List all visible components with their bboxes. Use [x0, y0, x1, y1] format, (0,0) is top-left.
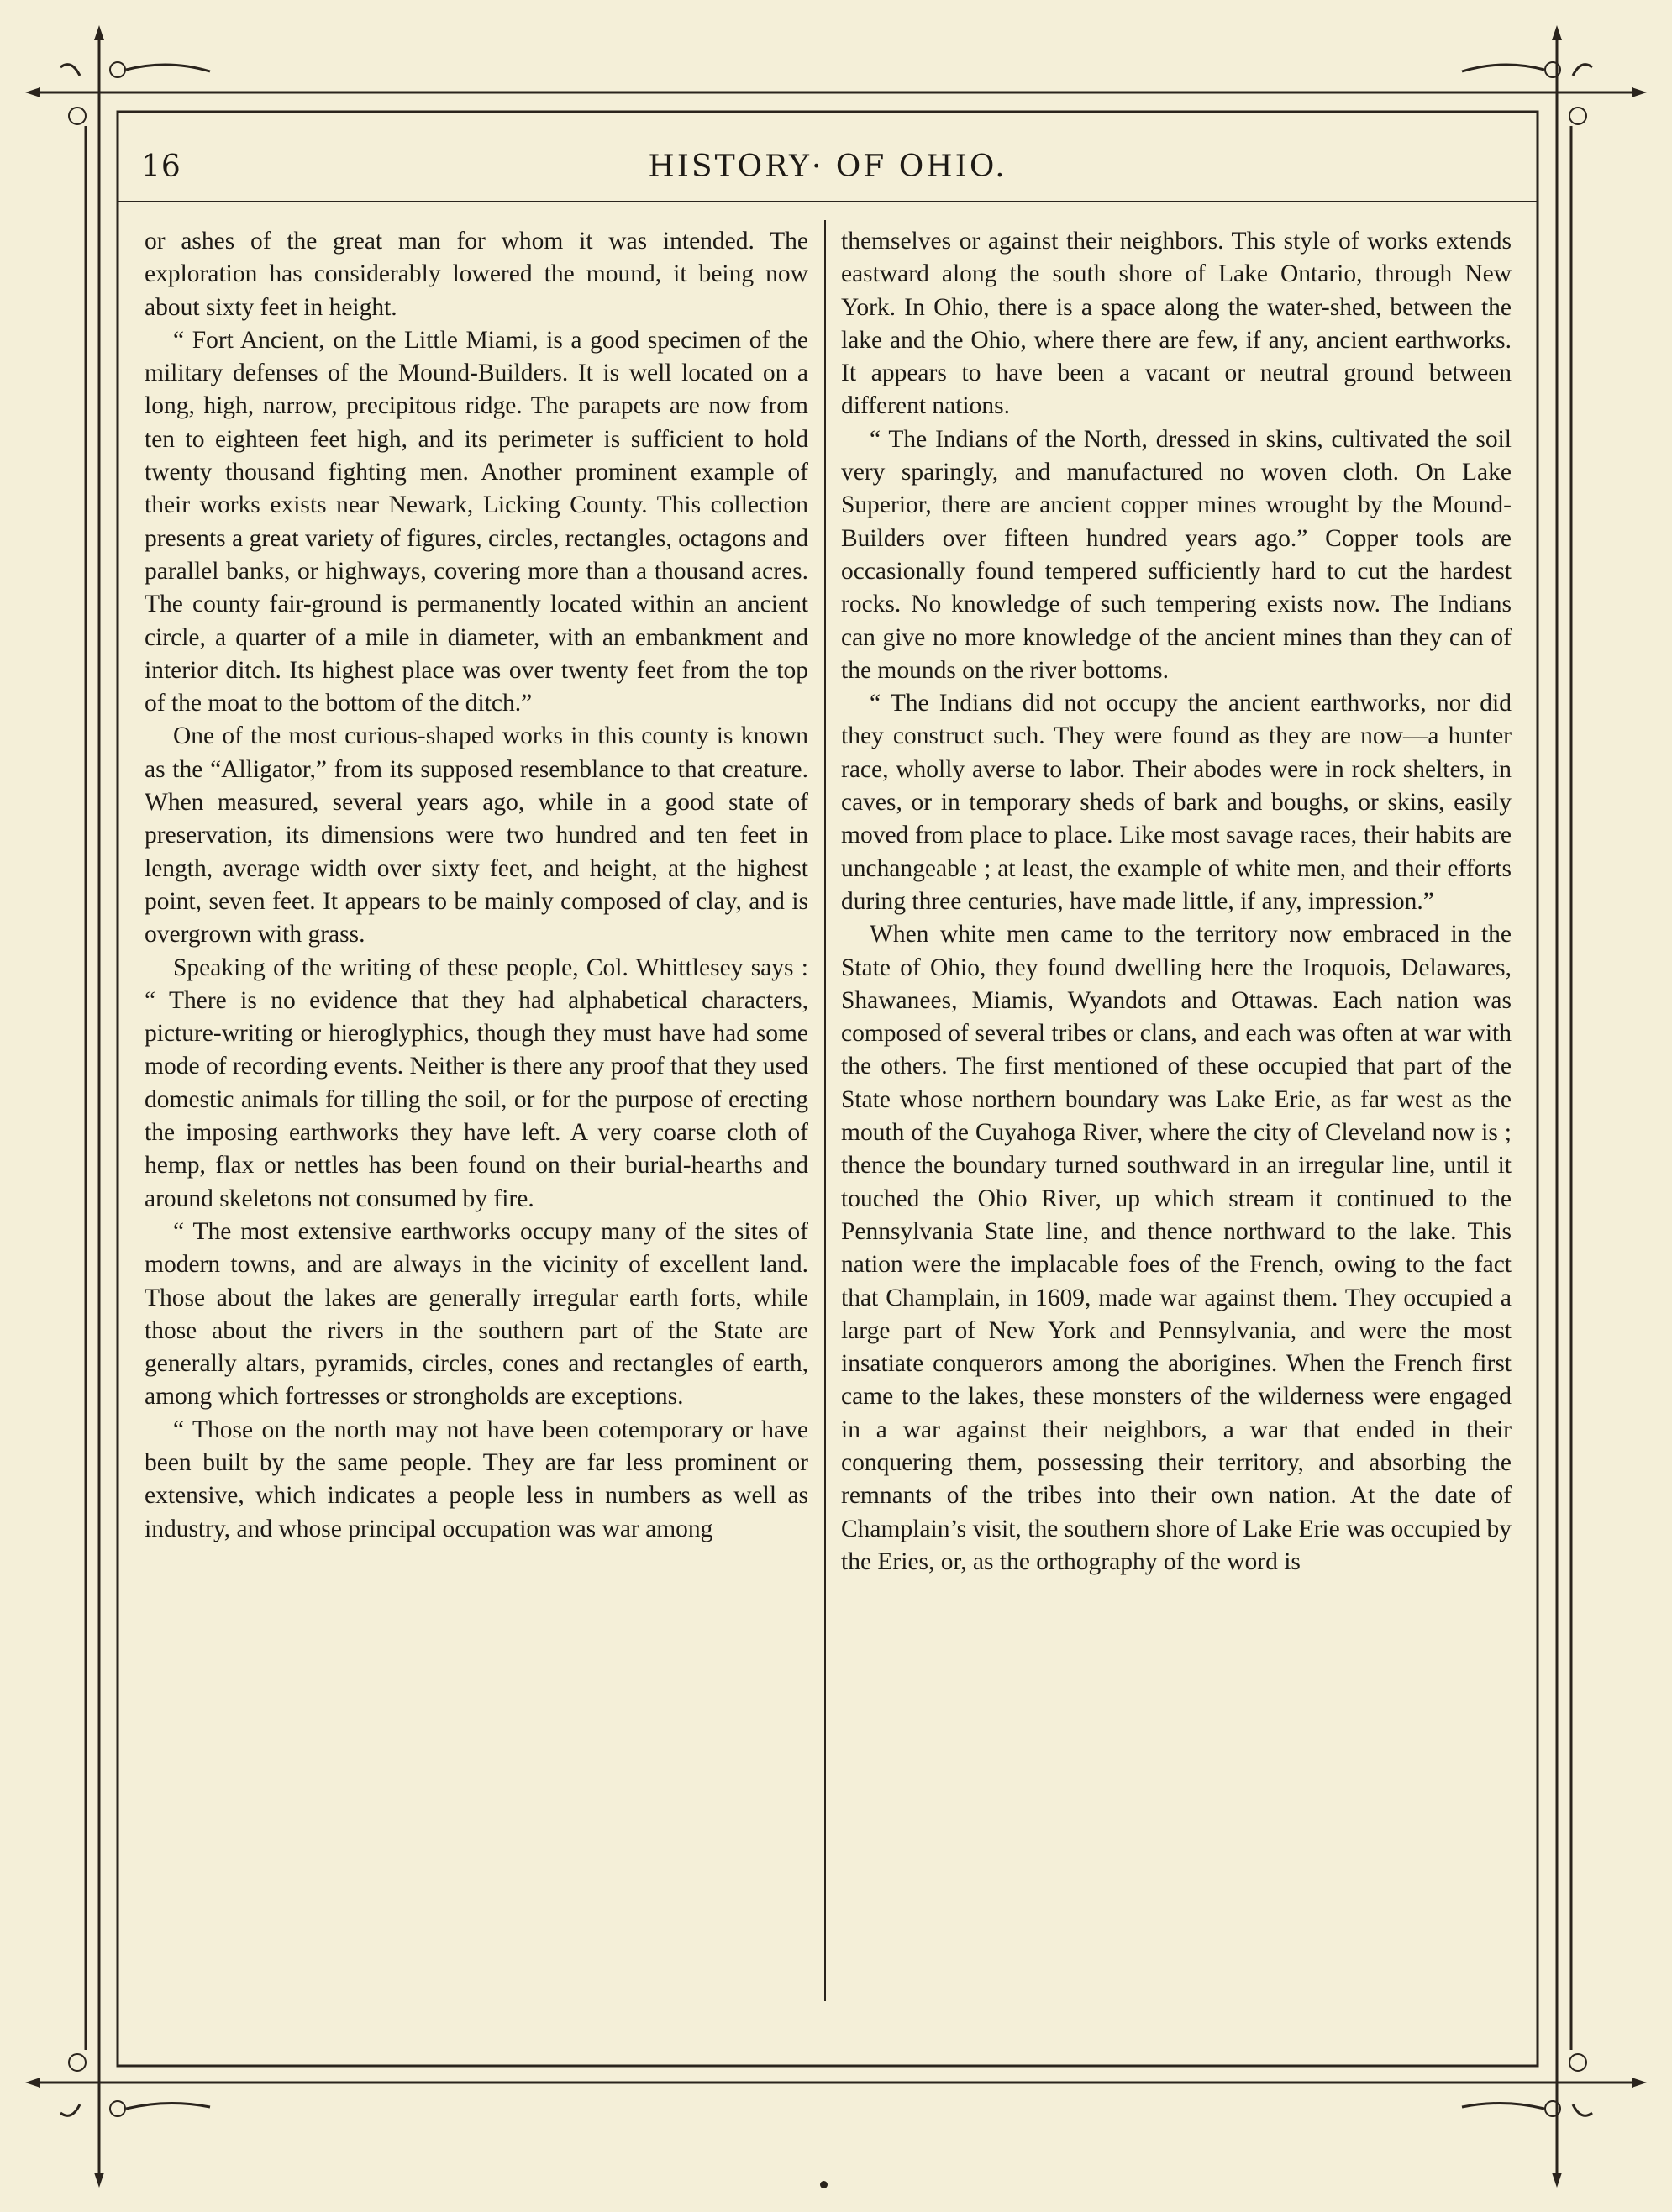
page-number: 16 [141, 150, 181, 184]
arrow-top-left-left [25, 87, 40, 97]
page-header [118, 143, 1538, 202]
column-divider [824, 220, 826, 2001]
flourish-top-left [126, 65, 210, 71]
arrow-top-left-up [94, 25, 104, 40]
curl-bottom-right-2 [1569, 2054, 1586, 2071]
corner-scroll-tr [1573, 65, 1592, 76]
paragraph: “ Those on the north may not have been cotemporary or have been built by the same people. They are far less prominent or extensive, which indicates a people less in numbers as well as industry, and whose principal occupation was war among [145, 1416, 808, 1542]
curl-bottom-left-2 [110, 2101, 125, 2116]
paragraph: “ The Indians of the North, dressed in skins, cultivated the soil very sparingly, and manufactured no woven cloth. On Lake Superior, there are ancient copper mines wrought by the Mound-Builders over fifteen hundred years ago.” Copper tools are occasionally found tempered sufficiently hard to cut the hardest rocks. No knowledge of such tempering exists now. The Indians can give no more knowledge of the ancient mines than they can of the mounds on the river bottoms. [841, 425, 1512, 684]
arrow-top-right-up [1552, 25, 1562, 40]
curl-top-left-2 [110, 62, 125, 77]
flourish-bottom-left [126, 2103, 210, 2109]
right-column [841, 225, 1512, 1998]
curl-top-right-2 [1569, 108, 1586, 124]
running-title: HISTORY· OF OHIO. [648, 150, 1007, 184]
paragraph: “ The most extensive earthworks occupy many of the sites of modern towns, and are always in the vicinity of excellent land. Those about the lakes are generally irregular earth forts, while those about the rivers in the southern part of the State are generally altars, pyramids, circles, cones and rectangles of earth, among which fortresses or strongholds are exceptions. [145, 1217, 808, 1411]
corner-scroll-tl [60, 65, 80, 76]
arrow-bottom-right-down [1552, 2173, 1562, 2188]
paragraph: When white men came to the territory now embraced in the State of Ohio, they found dwelling here the Iroquois, Delawares, Shawanees, Miamis, Wyandots and Ottawas. Each nation was composed of several tribes or clans, and each was often at war with the others. The first mentioned of these occupied that part of the State whose northern boundary was Lake Erie, as far west as the mouth of the Cuyahoga River, where the city of Cleveland now is ; thence the boundary turned southward in an irregular line, until it touched the Ohio River, up which stream it continued to the Pennsylvania State line, and thence northward to the lake. This nation were the implacable foes of the French, owing to the fact that Champlain, in 1609, made war against them. They occupied a large part of New York and Pennsylvania, and were the most insatiate conquerors among the aborigines. When the French first came to the lakes, these monsters of the wilderness were engaged in a war against their neighbors, a war that ended in their conquering them, possessing their territory, and absorbing the remnants of the tribes into their own nation. At the date of Champlain’s visit, the southern shore of Lake Erie was occupied by the Eries, or, as the orthography of the word is [841, 921, 1512, 1575]
paragraph: “ The Indians did not occupy the ancient earthworks, nor did they construct such. They were found as they are now—a hunter race, wholly averse to labor. Their abodes were in rock shelters, in caves, or in temporary sheds of bark and boughs, or skins, easily moved from place to place. Like most savage races, their habits are unchangeable ; at least, the example of white men, and their efforts during three centuries, have made little, if any, impression.” [841, 690, 1512, 915]
arrow-bottom-right-right [1632, 2078, 1647, 2088]
arrow-bottom-left-left [25, 2078, 40, 2088]
paragraph: “ Fort Ancient, on the Little Miami, is a good specimen of the military defenses of the Mound-Builders. It is well located on a long, high, narrow, precipitous ridge. The parapets are now from ten to eighteen feet high, and its perimeter is sufficient to hold twenty thousand fighting men. Another prominent example of their works exists near Newark, Licking County. This collection presents a great variety of figures, circles, rectangles, octagons and parallel banks, or highways, covering more than a thousand acres. The county fair-ground is permanently located within an ancient circle, a quarter of a mile in diameter, with an embankment and interior ditch. Its highest place was over twenty feet from the top of the moat to the bottom of the ditch.” [145, 326, 808, 717]
arrow-top-right-right [1632, 87, 1647, 97]
flourish-bottom-right [1462, 2103, 1544, 2109]
corner-scroll-bl [60, 2104, 80, 2115]
curl-bottom-left [69, 2054, 86, 2071]
curl-top-left [69, 108, 86, 124]
left-column [145, 225, 808, 1998]
paragraph: One of the most curious-shaped works in this county is known as the “Alligator,” from its supposed resemblance to that creature. When measured, several years ago, while in a good state of preservation, its dimensions were two hundred and ten feet in length, average width over sixty feet, and height, at the highest point, seven feet. It appears to be mainly composed of clay, and is overgrown with grass. [145, 722, 808, 948]
corner-scroll-br [1573, 2104, 1592, 2115]
paragraph: themselves or against their neighbors. This style of works extends eastward along the south shore of Lake Ontario, through New York. In Ohio, there is a space along the water-shed, between the lake and the Ohio, where there are few, if any, ancient earthworks. It appears to have been a vacant or neutral ground between different nations. [841, 228, 1512, 420]
bottom-dot-ornament [820, 2181, 828, 2188]
paragraph: Speaking of the writing of these people, Col. Whittlesey says : “ There is no evidence that they had alphabetical characters, picture-writing or hieroglyphics, though they must have had some mode of recording events. Neither is there any proof that they used domestic animals for tilling the soil, or for the purpose of erecting the imposing earthworks they have left. A very coarse cloth of hemp, flax or nettles has been found on their burial-hearths and around skeletons not consumed by fire. [145, 954, 808, 1212]
flourish-top-right [1462, 65, 1544, 71]
arrow-bottom-left-down [94, 2173, 104, 2188]
paragraph: or ashes of the great man for whom it was intended. The exploration has considerably lowered the mound, it being now about sixty feet in height. [145, 228, 808, 321]
